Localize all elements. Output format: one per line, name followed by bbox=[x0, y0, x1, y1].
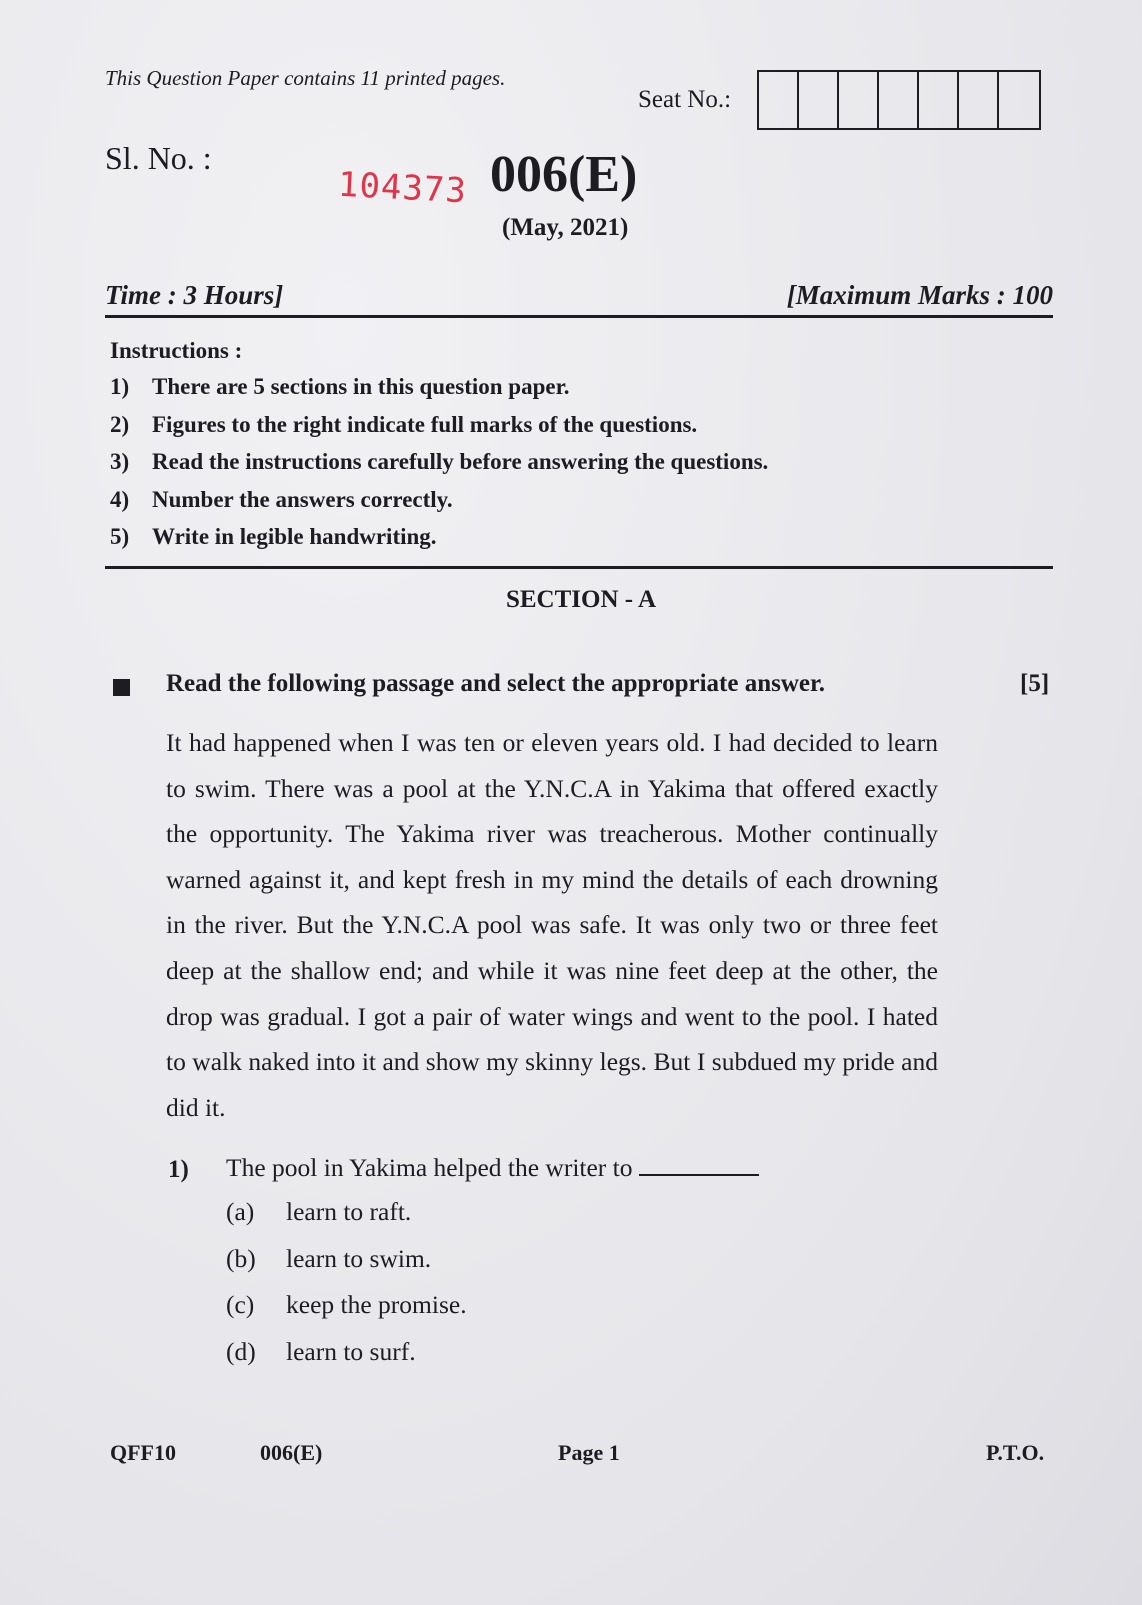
seat-box bbox=[879, 72, 919, 128]
footer-paper-code: 006(E) bbox=[260, 1440, 323, 1465]
footer-pto: P.T.O. bbox=[986, 1440, 1045, 1465]
square-bullet-icon bbox=[113, 679, 130, 696]
seat-box bbox=[919, 72, 959, 128]
option-item: (c) keep the promise. bbox=[226, 1290, 467, 1319]
question-number: 1) bbox=[168, 1156, 189, 1183]
maximum-marks: [Maximum Marks : 100 bbox=[786, 280, 1053, 310]
seat-box bbox=[959, 72, 999, 128]
question-heading: Read the following passage and select the appropriate answer. bbox=[166, 670, 826, 697]
instruction-item: 4) Number the answers correctly. bbox=[110, 486, 453, 512]
time-marks-row bbox=[105, 280, 1053, 311]
instructions-list bbox=[110, 374, 768, 562]
seat-no-boxes bbox=[757, 70, 1041, 130]
answer-blank bbox=[639, 1154, 759, 1176]
instruction-item: 1) There are 5 sections in this question paper. bbox=[110, 374, 570, 399]
section-title: SECTION - A bbox=[505, 586, 657, 613]
paper-code: 006(E) bbox=[490, 146, 638, 203]
sl-no-label: Sl. No. : bbox=[105, 140, 212, 176]
instruction-item: 3) Read the instructions carefully before answering the questions. bbox=[110, 449, 769, 474]
serial-number-stamp: 104373 bbox=[337, 164, 468, 212]
exam-date: (May, 2021) bbox=[502, 214, 629, 241]
instructions-title: Instructions : bbox=[110, 338, 243, 363]
footer-page-number: Page 1 bbox=[558, 1440, 620, 1465]
divider bbox=[105, 566, 1053, 569]
seat-box bbox=[999, 72, 1039, 128]
page-count-note: This Question Paper contains 11 printed pages. bbox=[105, 66, 506, 90]
instruction-item: 2) Figures to the right indicate full marks of the questions. bbox=[110, 411, 698, 437]
footer-series-code: QFF10 bbox=[110, 1440, 176, 1465]
divider bbox=[105, 315, 1053, 318]
seat-box bbox=[799, 72, 839, 128]
time-duration: Time : 3 Hours] bbox=[105, 280, 284, 310]
question-text: The pool in Yakima helped the writer to bbox=[226, 1153, 759, 1183]
seat-box bbox=[839, 72, 879, 128]
reading-passage: It had happened when I was ten or eleven years old. I had decided to learn to swim. There was a pool at the Y.N.C.A in Yakima that offered exactly the opportunity. The Yakima river was treacherous. Mother continually warned against it, and kept fresh in my mind the details of each drowning in the river. But the Y.N.C.A pool was safe. It was only two or three feet deep at the shallow end; and while it was nine feet deep at the other, the drop was gradual. I got a pair of water wings and went to the pool. I hated to walk naked into it and show my skinny legs. But I subdued my pride and did it. bbox=[166, 728, 938, 1122]
option-item: (d) learn to surf. bbox=[226, 1336, 416, 1366]
instruction-item: 5) Write in legible handwriting. bbox=[110, 524, 437, 549]
seat-no-label: Seat No.: bbox=[638, 86, 732, 113]
answer-options bbox=[226, 1197, 467, 1383]
option-item: (b) learn to swim. bbox=[226, 1243, 432, 1273]
option-item: (a) learn to raft. bbox=[226, 1197, 412, 1226]
seat-box bbox=[759, 72, 799, 128]
question-marks: [5] bbox=[1020, 670, 1050, 697]
